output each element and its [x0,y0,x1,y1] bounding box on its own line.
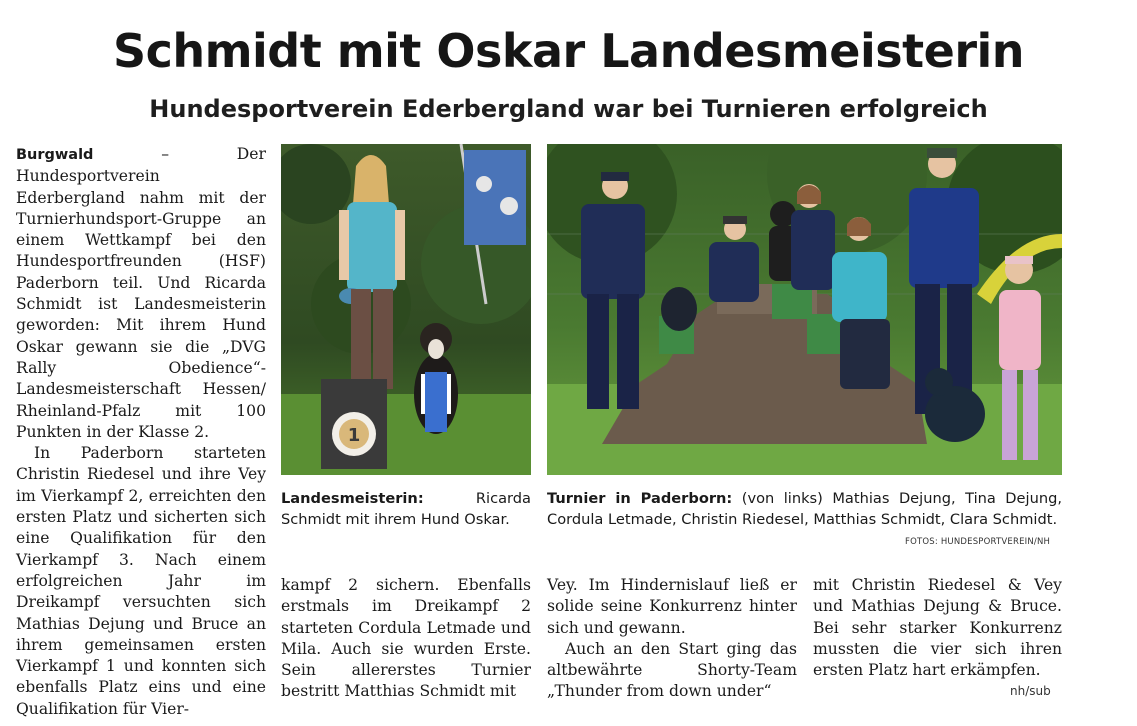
caption-1-label: Landesmeisterin: [281,490,424,507]
dateline: Burgwald [16,147,94,163]
caption-2-text: (von links) Mathias Dejung, Tina Dejung, Cordula Letmade, Christin Riedesel, Matthias Schmidt, Clara Schmidt. [547,490,1062,528]
photo-credit: FOTOS: HUNDESPORTVEREIN/NH [905,537,1051,547]
paragraph-col-3-a: Vey. Im Hindernislauf ließ er solide seine Konkurrenz hinter sich und gewann. [547,576,797,637]
caption-2-label: Turnier in Paderborn: [547,490,733,507]
caption-photo-2 [547,489,1062,530]
paragraph-2: In Paderborn starteten Christin Riedesel und ihre Vey im Vierkampf 2, erreichten den ersten Platz und sicherten sich eine Qualifikation für den Vierkampf 3. Nach einem erfolgreichen Jahr im Dreikampf versuchten sich Mathias Dejung und Bruce an ihrem gemeinsamen ersten Vierkampf 1 und konnten sich ebenfalls Platz eins und eine Qualifikation für Vier- [16,444,266,718]
paragraph-col-4: mit Christin Riedesel & Vey und Mathias Dejung & Bruce. Bei sehr starker Konkurrenz mussten die vier sich ihren ersten Platz hart erkämpfen. [813,576,1062,680]
headline: Schmidt mit Oskar Landesmeisterin [112,24,1025,78]
subheadline: Hundesportverein Ederbergland war bei Turnieren erfolgreich [149,95,988,123]
caption-1-text: Ricarda Schmidt mit ihrem Hund Oskar. [281,490,531,528]
article-column-3 [547,575,797,703]
article-column-4 [813,575,1062,681]
photo-landesmeisterin [281,144,531,475]
paragraph-1 [16,144,266,443]
paragraph-col-2: kampf 2 sichern. Ebenfalls erstmals im Dreikampf 2 starteten Cordula Letmade und Mila. Auch sie wurden Erste. Sein allererstes Turnier bestritt Matthias Schmidt mit [281,576,531,701]
paragraph-1-text: – Der Hundesportverein Ederbergland nahm mit der Turnierhundsport-Gruppe an einem Wettkampf bei den Hundesportfreunden (HSF) Paderborn teil. Und Ricarda Schmidt ist Landesmeisterin geworden: Mit ihrem Hund Oskar gewann sie die „DVG Rally Obedience“-Landesmeisterschaft Hessen/ Rheinland-Pfalz mit 100 Punkten in der Klasse 2. [16,145,266,441]
badge-number: 1 [347,425,361,446]
article-column-1 [16,144,266,720]
photo-turnier-paderborn [547,144,1062,475]
article-column-2 [281,575,531,703]
caption-photo-1 [281,489,531,530]
author-signature: nh/sub [1010,684,1051,698]
paragraph-col-3-b: Auch an den Start ging das altbewährte Shorty-Team „Thunder from down under“ [547,639,797,701]
